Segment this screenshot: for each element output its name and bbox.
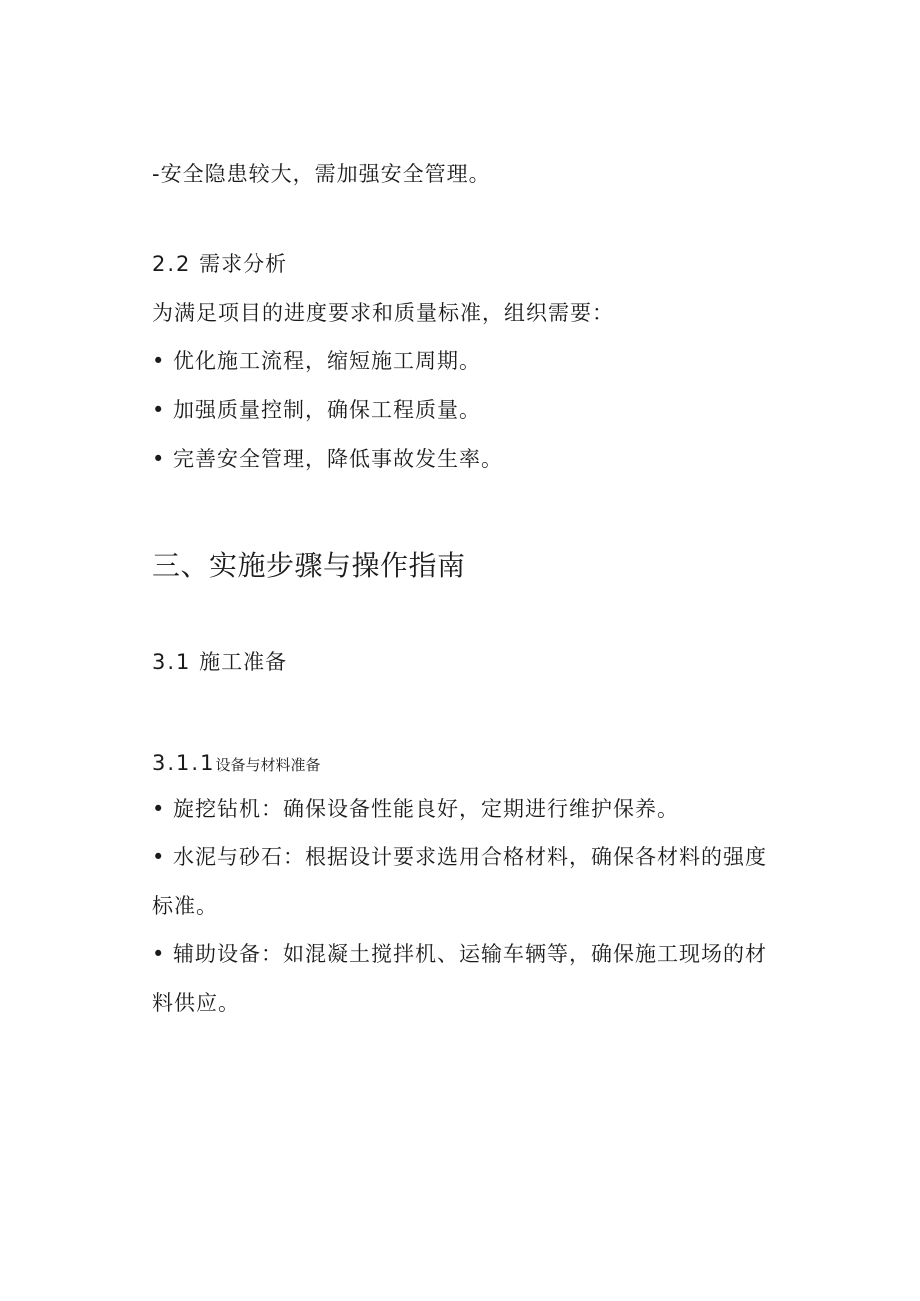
section-3-1-heading bbox=[152, 648, 287, 676]
section-3-1-number: 3.1 bbox=[152, 650, 192, 674]
section-2-2-heading bbox=[152, 250, 287, 278]
risk-line: -安全隐患较大，需加强安全管理。 bbox=[152, 162, 491, 186]
list-item: • 水泥与砂石：根据设计要求选用合格材料，确保各材料的强度 bbox=[152, 845, 768, 869]
section-2-2-intro: 为满足项目的进度要求和质量标准，组织需要： bbox=[152, 301, 614, 325]
section-3-1-title: 施工准备 bbox=[199, 650, 288, 674]
section-2-2-title: 需求分析 bbox=[199, 252, 288, 276]
list-item: • 优化施工流程，缩短施工周期。 bbox=[152, 349, 482, 373]
list-item: • 旋挖钻机：确保设备性能良好，定期进行维护保养。 bbox=[152, 797, 680, 821]
list-item: • 辅助设备：如混凝土搅拌机、运输车辆等，确保施工现场的材 bbox=[152, 942, 768, 966]
list-item-continuation: 标准。 bbox=[152, 894, 218, 918]
section-3-1-1-title: 设备与材料准备 bbox=[215, 756, 321, 774]
section-3-1-1-number: 3.1.1 bbox=[152, 751, 216, 775]
section-2-2-number: 2.2 bbox=[152, 252, 192, 276]
list-item: • 完善安全管理，降低事故发生率。 bbox=[152, 447, 504, 471]
list-item-continuation: 料供应。 bbox=[152, 991, 240, 1015]
list-item: • 加强质量控制，确保工程质量。 bbox=[152, 398, 482, 422]
chapter-3-heading: 三、实施步骤与操作指南 bbox=[152, 549, 466, 582]
section-3-1-1-heading bbox=[152, 749, 320, 779]
